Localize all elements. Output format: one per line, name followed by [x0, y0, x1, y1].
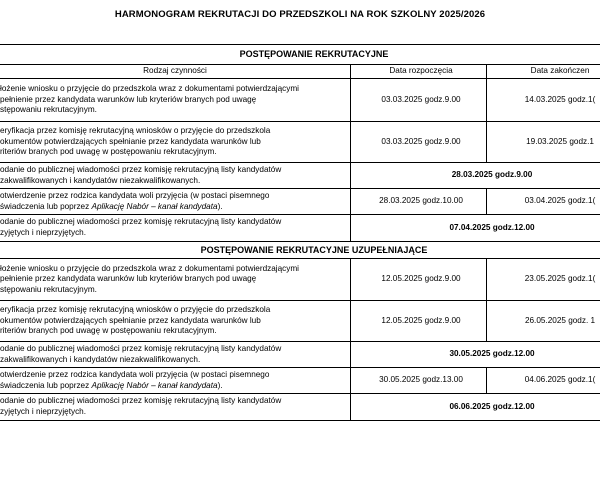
activity-description [0, 342, 351, 368]
event-date: 28.03.2025 godz.9.00 [351, 163, 600, 189]
start-date: 12.05.2025 godz.9.00 [351, 259, 487, 301]
section-title: POSTĘPOWANIE REKRUTACYJNE [0, 45, 600, 65]
table-row [0, 342, 600, 368]
activity-description [0, 394, 351, 421]
event-date: 30.05.2025 godz.12.00 [351, 342, 600, 368]
end-date: 19.03.2025 godz.1 [487, 122, 600, 163]
description-line: okumentów potwierdzających spełnianie przez kandydata warunków lub [0, 136, 261, 146]
end-date: 03.04.2025 godz.1( [487, 189, 600, 215]
description-line: pełnienie przez kandydata warunków lub kryteriów branych pod uwagę [0, 94, 257, 104]
description-line: łożenie wniosku o przyjęcie do przedszkola wraz z dokumentami potwierdzającymi [0, 84, 299, 94]
activity-description [0, 122, 351, 163]
table-row [0, 79, 600, 122]
description-line: zyjętych i nieprzyjętych. [0, 407, 87, 416]
table-row [0, 189, 600, 215]
end-date: 26.05.2025 godz. 1 [487, 301, 600, 342]
description-line: świadczenia lub poprzez Aplikację Nabór – kanał kandydata). [0, 201, 223, 211]
header-end-date: Data zakończen [487, 65, 600, 79]
table-row [0, 122, 600, 163]
activity-description [0, 163, 351, 189]
start-date: 03.03.2025 godz.9.00 [351, 122, 487, 163]
description-line: eryfikacja przez komisję rekrutacyjną wniosków o przyjęcie do przedszkola [0, 126, 271, 136]
description-line: stępowaniu rekrutacyjnym. [0, 284, 97, 294]
table-row [0, 259, 600, 301]
header-activity: Rodzaj czynności [0, 65, 351, 79]
event-date: 06.06.2025 godz.12.00 [351, 394, 600, 421]
description-line: odanie do publicznej wiadomości przez komisję rekrutacyjną listy kandydatów [0, 164, 282, 174]
activity-description [0, 301, 351, 342]
activity-description [0, 189, 351, 215]
end-date: 04.06.2025 godz.1( [487, 368, 600, 394]
document-title: HARMONOGRAM REKRUTACJI DO PRZEDSZKOLI NA ROK SZKOLNY 2025/2026 [114, 9, 486, 20]
description-line: zakwalifikowanych i kandydatów niezakwalifikowanych. [0, 354, 201, 364]
app-name: Aplikację Nabór – kanał kandydata [91, 380, 218, 390]
end-date: 23.05.2025 godz.1( [487, 259, 600, 301]
table-row [0, 163, 600, 189]
description-line: pełnienie przez kandydata warunków lub kryteriów branych pod uwagę [0, 274, 257, 284]
description-line: świadczenia lub poprzez Aplikację Nabór – kanał kandydata). [0, 380, 223, 390]
start-date: 30.05.2025 godz.13.00 [351, 368, 487, 394]
schedule-table [0, 44, 600, 421]
description-line: odanie do publicznej wiadomości przez komisję rekrutacyjną listy kandydatów [0, 396, 282, 406]
description-line: łożenie wniosku o przyjęcie do przedszkola wraz z dokumentami potwierdzającymi [0, 263, 299, 273]
activity-description [0, 215, 351, 242]
description-line: okumentów potwierdzających spełnianie przez kandydata warunków lub [0, 315, 261, 325]
description-line: odanie do publicznej wiadomości przez komisję rekrutacyjną listy kandydatów [0, 217, 282, 227]
description-line: riteriów branych pod uwagę w postępowaniu rekrutacyjnym. [0, 326, 217, 336]
table-row [0, 215, 600, 242]
section-heading-row [0, 45, 600, 65]
table-row [0, 301, 600, 342]
header-start-date: Data rozpoczęcia [351, 65, 487, 79]
section-heading-row [0, 242, 600, 259]
start-date: 28.03.2025 godz.10.00 [351, 189, 487, 215]
start-date: 12.05.2025 godz.9.00 [351, 301, 487, 342]
description-line: zakwalifikowanych i kandydatów niezakwalifikowanych. [0, 175, 201, 185]
description-line: otwierdzenie przez rodzica kandydata woli przyjęcia (w postaci pisemnego [0, 190, 270, 200]
event-date: 07.04.2025 godz.12.00 [351, 215, 600, 242]
start-date: 03.03.2025 godz.9.00 [351, 79, 487, 122]
table-row [0, 368, 600, 394]
description-line: eryfikacja przez komisję rekrutacyjną wniosków o przyjęcie do przedszkola [0, 305, 271, 315]
description-line: otwierdzenie przez rodzica kandydata woli przyjęcia (w postaci pisemnego [0, 369, 270, 379]
column-header-row [0, 65, 600, 79]
activity-description [0, 368, 351, 394]
activity-description [0, 79, 351, 122]
description-line: odanie do publicznej wiadomości przez komisję rekrutacyjną listy kandydatów [0, 343, 282, 353]
app-name: Aplikację Nabór – kanał kandydata [91, 201, 218, 211]
table-row [0, 394, 600, 421]
activity-description [0, 259, 351, 301]
description-line: zyjętych i nieprzyjętych. [0, 228, 87, 237]
section-title: POSTĘPOWANIE REKRUTACYJNE UZUPEŁNIAJĄCE [0, 242, 600, 259]
description-line: stępowaniu rekrutacyjnym. [0, 105, 97, 115]
description-line: riteriów branych pod uwagę w postępowaniu rekrutacyjnym. [0, 147, 217, 157]
end-date: 14.03.2025 godz.1( [487, 79, 600, 122]
